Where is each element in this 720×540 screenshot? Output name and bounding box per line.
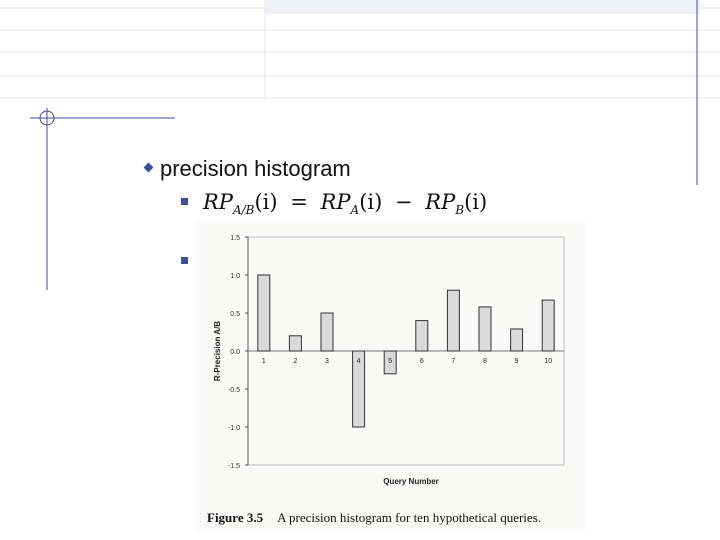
formula-lhs-sub: A/B [232,203,255,218]
x-axis-label: Query Number [383,477,439,486]
bar [542,300,554,351]
formula-arg-2: (i) [359,190,383,214]
x-tick-label: 2 [293,358,298,365]
y-tick-label: -0.5 [227,387,240,394]
x-tick-label: 3 [325,358,329,365]
bar [321,313,333,351]
bullet-main-text: precision histogram [160,156,351,181]
sub-bullet-square-icon [181,257,188,264]
bar [479,307,491,351]
x-tick-label: 4 [356,358,361,365]
y-tick-label: 0.5 [230,311,240,318]
bar [511,329,523,351]
formula [203,190,487,217]
bar [416,321,428,351]
formula-arg-3: (i) [464,190,488,214]
figure-caption [207,510,541,526]
y-tick-label: 1.0 [230,273,240,280]
sub-bullet-square-icon [181,198,188,205]
figure-panel [196,222,586,530]
formula-rhs2: RP [425,190,456,214]
x-tick-label: 7 [451,358,456,365]
formula-minus: − [395,190,413,214]
bar [289,336,301,351]
bar [258,275,270,351]
caption-text: A precision histogram for ten hypothetical queries. [277,510,541,525]
header-band [265,0,700,14]
y-tick-label: -1.0 [227,425,240,432]
formula-lhs: RP [203,190,233,214]
diamond-bullet-icon [144,162,154,172]
x-tick-label: 1 [261,358,266,365]
x-tick-label: 10 [544,358,553,365]
bullet-main [145,156,351,182]
formula-arg-1: (i) [254,190,278,214]
y-tick-label: 0.0 [230,349,240,356]
x-tick-label: 9 [514,358,519,365]
formula-rhs1: RP [320,190,351,214]
formula-rhs2-sub: B [455,203,465,218]
y-tick-label: 1.5 [230,235,240,242]
bar [447,290,459,351]
x-tick-label: 8 [483,358,487,365]
y-tick-label: -1.5 [227,463,240,470]
y-axis-label: R-Precision A/B [213,320,222,382]
x-tick-label: 6 [419,358,424,365]
plot-area [213,235,564,486]
precision-histogram-chart [196,222,586,502]
formula-eq: = [290,190,308,214]
formula-rhs1-sub: A [350,203,360,218]
caption-label: Figure 3.5 [207,510,264,525]
x-tick-label: 5 [388,358,393,365]
